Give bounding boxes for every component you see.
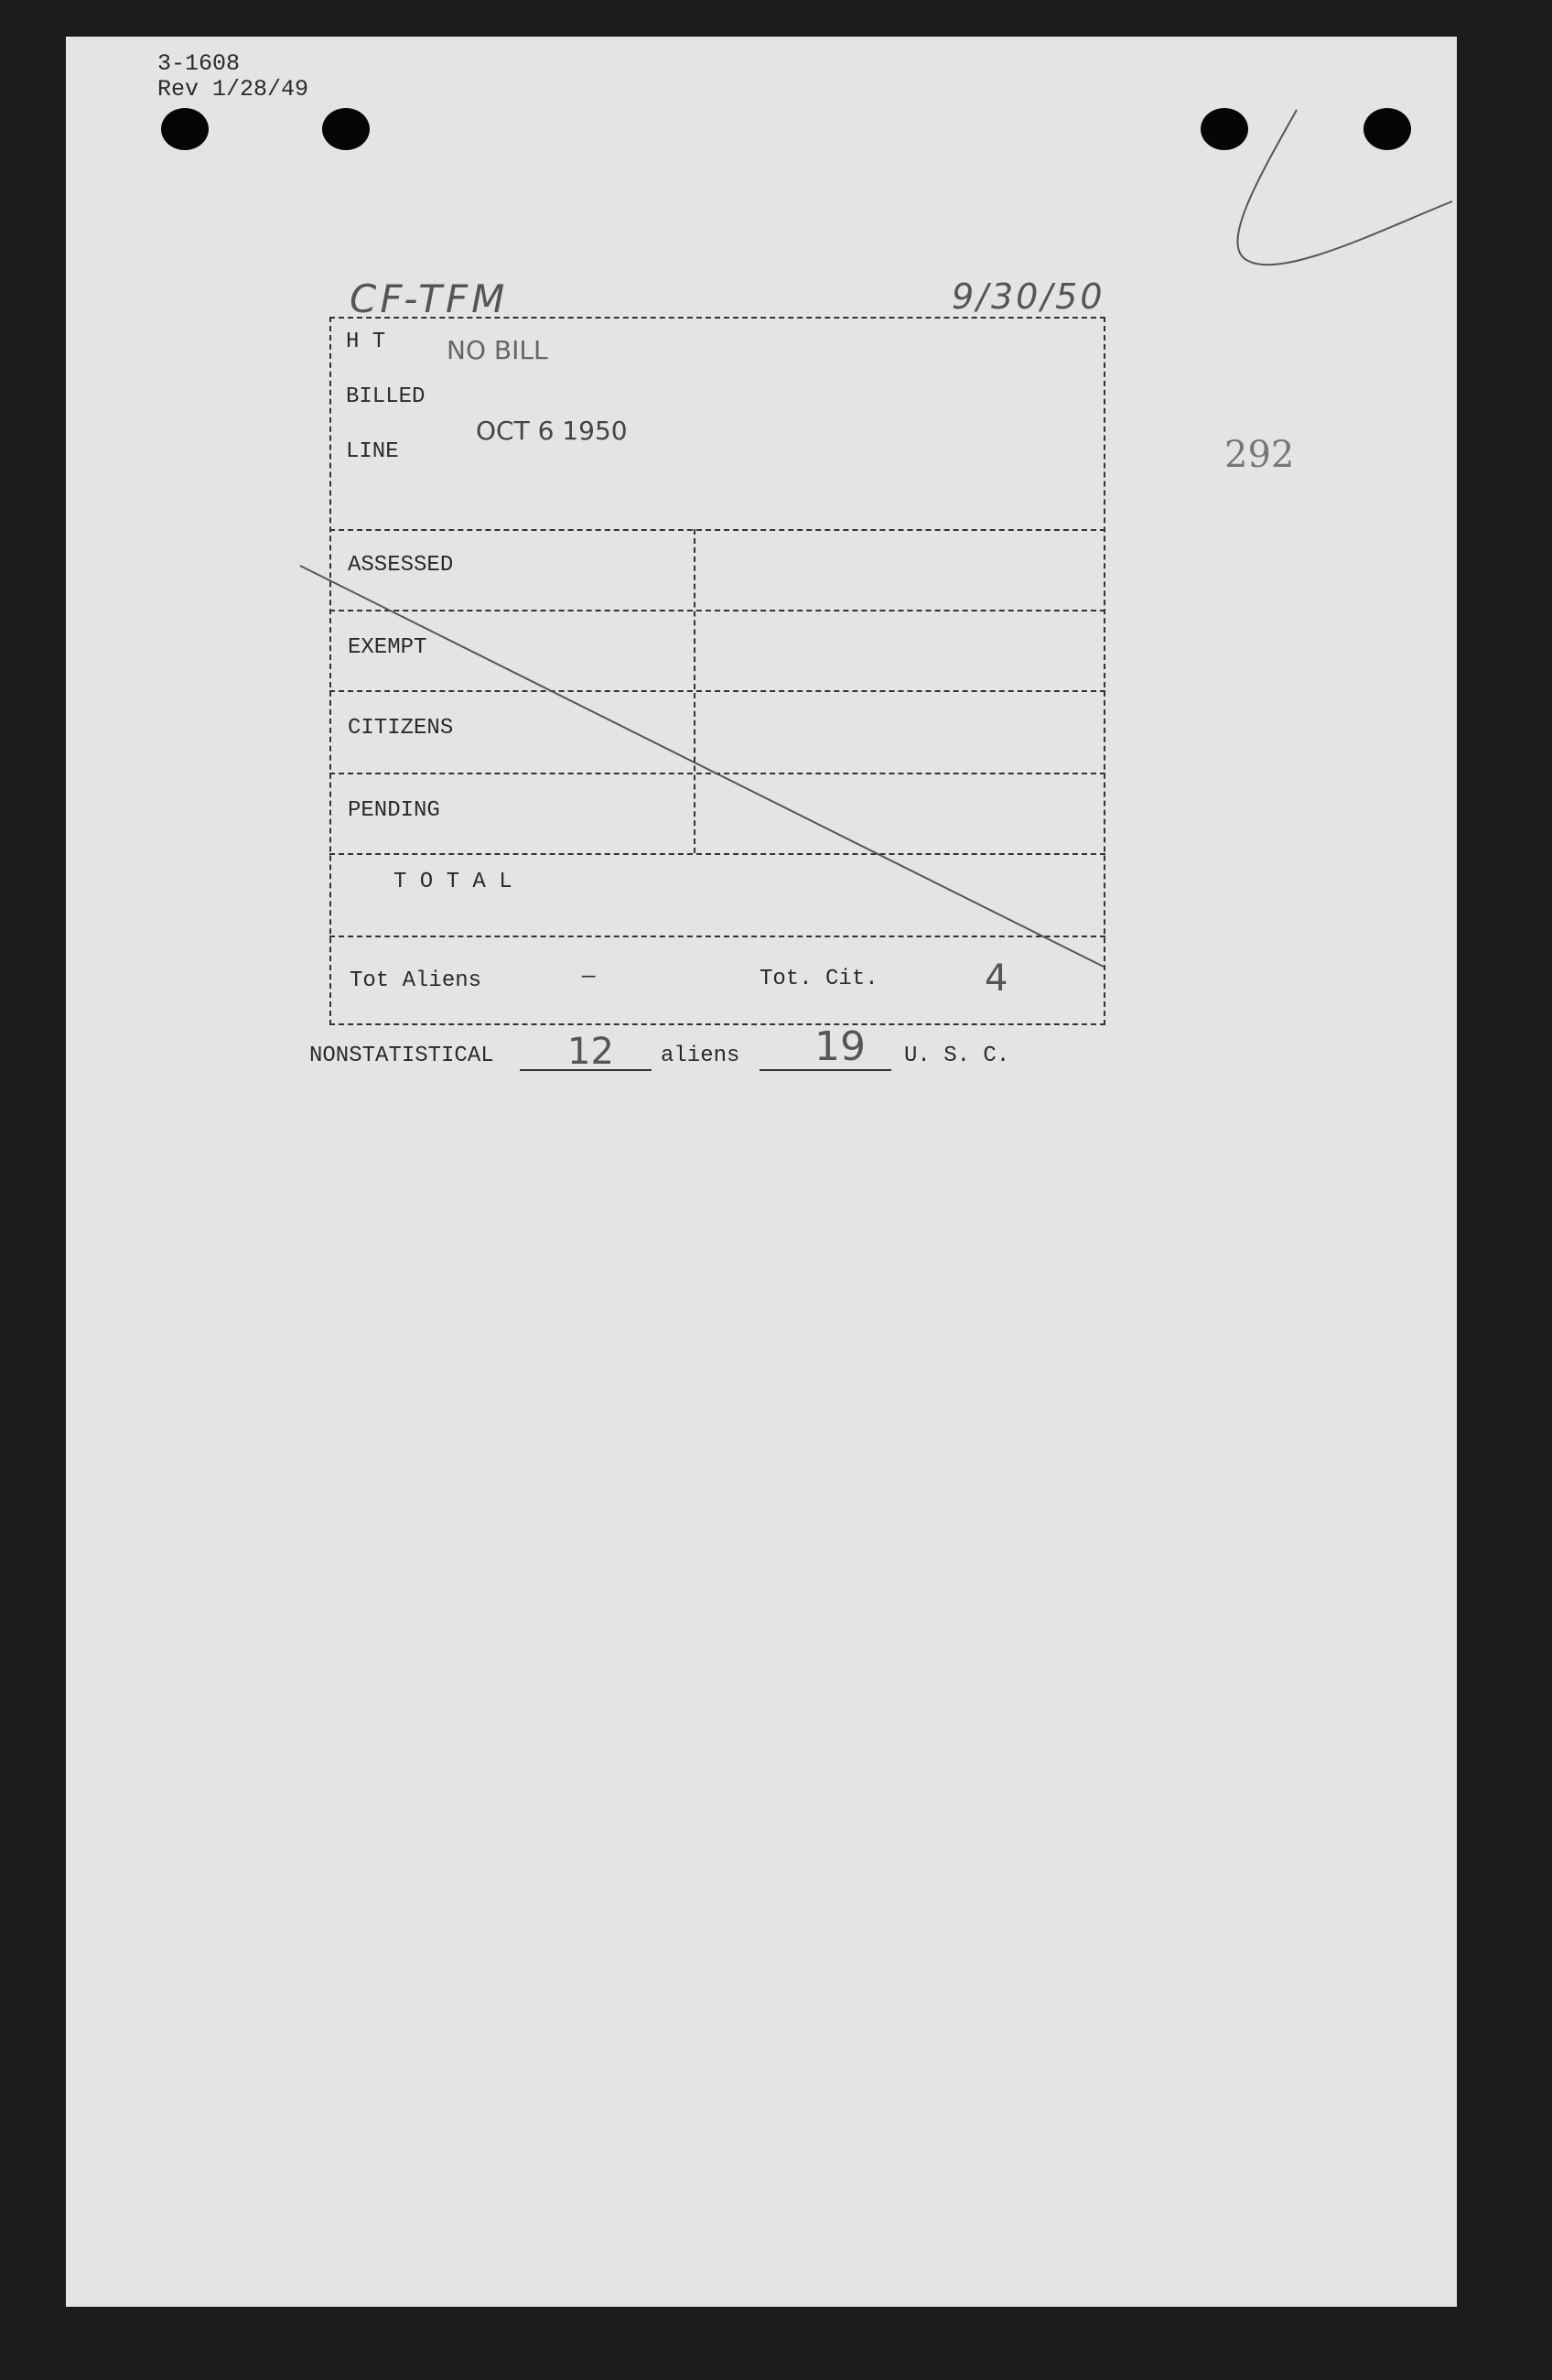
line-label: LINE [346, 439, 399, 464]
tot-aliens-label: Tot Aliens [350, 968, 482, 993]
handwritten-code: CF-TFM [350, 276, 509, 321]
billed-label: BILLED [346, 384, 426, 409]
tot-cit-value: 4 [985, 957, 1008, 1000]
document-sheet [66, 37, 1457, 2307]
nonstatistical-label: NONSTATISTICAL [309, 1044, 494, 1068]
billed-date-stamp: OCT 6 1950 [476, 416, 628, 446]
page-number-stamp: 292 [1224, 434, 1295, 476]
row-pending-label: PENDING [348, 798, 440, 823]
form-revision: Rev 1/28/49 [157, 76, 309, 103]
ht-label: H T [346, 330, 386, 354]
nonstat-aliens-value: 12 [567, 1031, 614, 1073]
total-label: T O T A L [393, 870, 512, 894]
pencil-strike-line [296, 317, 1120, 976]
tot-cit-label: Tot. Cit. [760, 967, 878, 991]
pencil-curve-mark [1146, 73, 1457, 339]
row-assessed-label: ASSESSED [348, 553, 454, 578]
punch-hole-1 [161, 108, 209, 150]
aliens-label: aliens [661, 1044, 740, 1068]
form-number: 3-1608 [157, 50, 241, 77]
tally-table [329, 317, 1173, 1031]
nonstat-usc-value: 19 [814, 1023, 866, 1070]
handwritten-date: 9/30/50 [952, 276, 1105, 317]
no-bill-stamp: NO BILL [447, 335, 548, 365]
table-border-bottom [329, 1023, 1105, 1025]
usc-label: U. S. C. [904, 1044, 1010, 1068]
row-exempt-label: EXEMPT [348, 635, 427, 660]
punch-hole-2 [322, 108, 370, 150]
row-citizens-label: CITIZENS [348, 716, 454, 741]
tot-aliens-value: — [582, 965, 596, 990]
